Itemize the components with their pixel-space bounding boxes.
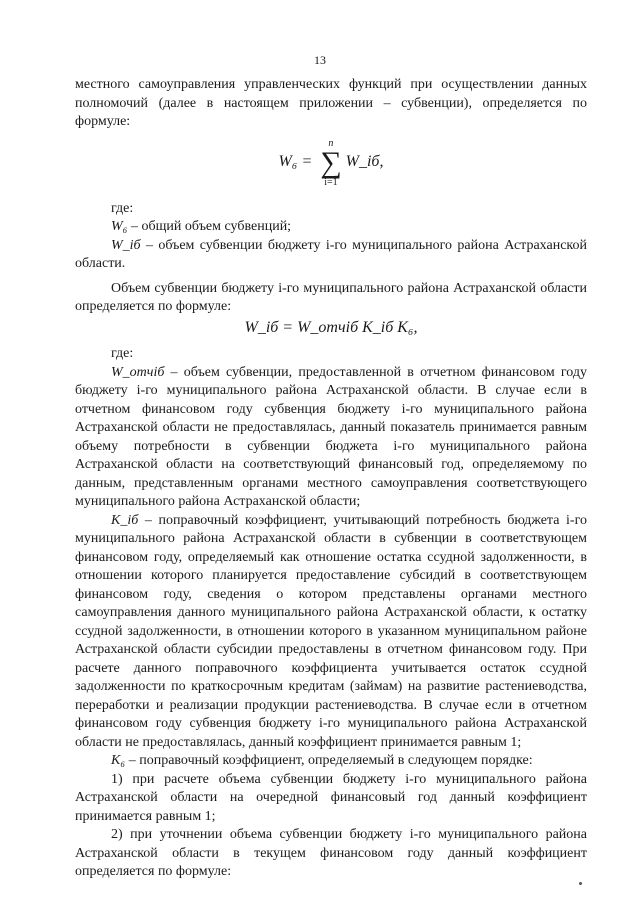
where-label-2: где: [111, 346, 134, 361]
paragraph-formula-intro: Объем субвенции бюджету i-го муниципального района Астраханской области определяется по формуле: [75, 280, 587, 314]
definition-w6 [75, 218, 587, 237]
symbol-ki6: K_iб [111, 512, 139, 528]
formula-lhs: W₆ = [278, 153, 313, 171]
definition-ki6 [75, 512, 587, 753]
sigma-symbol: ∑ [320, 145, 342, 179]
page-number: 13 [314, 53, 326, 67]
definition-wi6 [75, 237, 587, 274]
summation [320, 138, 341, 188]
definition-wi6-text: – объем субвенции бюджету i-го муниципального района Астраханской области. [75, 237, 587, 271]
definition-k6 [75, 752, 587, 771]
definition-wotch-text: – объем субвенции, предоставленной в отчетном финансовом году бюджету i-го муниципального района Астраханской области. В случае если в отчетном финансовом году субвенция бюджету i-го муниципального района Астраханской области не предоставлялась, данный показатель принимается равным объему потребности в субвенции бюджета i-го муниципального района Астраханской области на соответствующий финансовый год, определяемому по данным, представленным органами местного самоуправления соответствующего муниципального района Астраханской области; [75, 364, 587, 509]
definition-w6-text: – общий объем субвенций; [127, 219, 292, 234]
definition-ki6-text: – поправочный коэффициент, учитывающий потребность бюджета i-го муниципального района Астраханской области в субвенции в соответствующем финансовом году, определяемый как отношение остатка ссудной задолженности, в отношении которого планируется предоставление субсидий в соответствующем финансовом году, сведения о котором представлены органами местного самоуправления данного муниципального района Астраханской области, к остатку ссудной задолженности, в отношении которого в указанном муниципальном районе Астраханской области субсидии предоставлены в отчетном финансовом году. При расчете данного поправочного коэффициента учитывается остаток ссудной задолженности по краткосрочным кредитам (займам) на развитие растениеводства, переработки и реализации продукции растениеводства. В случае если в отчетном финансовом году субвенция бюджету i-го муниципального района Астраханской области не предоставлялась, данный коэффициент принимается равным 1; [75, 512, 587, 750]
definition-wotch [75, 364, 587, 512]
formula-rhs: W_iб, [345, 153, 384, 171]
where-label: где: [111, 200, 134, 216]
list-item-1: 1) при расчете объема субвенции бюджету i-го муниципального района Астраханской области на очередной финансовый год данный коэффициент принимается равным 1; [75, 771, 587, 824]
list-item-2: 2) при уточнении объема субвенции бюджету i-го муниципального района Астраханской области в текущем финансовом году данный коэффициент определяется по формуле: [75, 827, 587, 879]
symbol-wotch: W_отчiб [111, 364, 165, 380]
document-body [75, 76, 587, 882]
formula-total-subvention [75, 136, 587, 190]
symbol-w6: W₆ [111, 219, 128, 234]
paragraph-intro: местного самоуправления управленческих функций при осуществлении данных полномочий (далее в настоящем приложении – субвенции), определяется по формуле: [75, 77, 587, 129]
definition-k6-text: – поправочный коэффициент, определяемый в следующем порядке: [125, 753, 533, 768]
sum-lower-limit: i=1 [324, 176, 338, 188]
symbol-k6: K₆ [111, 753, 126, 768]
sum-upper-limit: n [328, 137, 334, 149]
scan-dot [579, 882, 582, 885]
formula-municipal-subvention: W_iб = W_отчiб K_iб K₆, [244, 318, 418, 336]
symbol-wi6: W_iб [111, 237, 141, 253]
